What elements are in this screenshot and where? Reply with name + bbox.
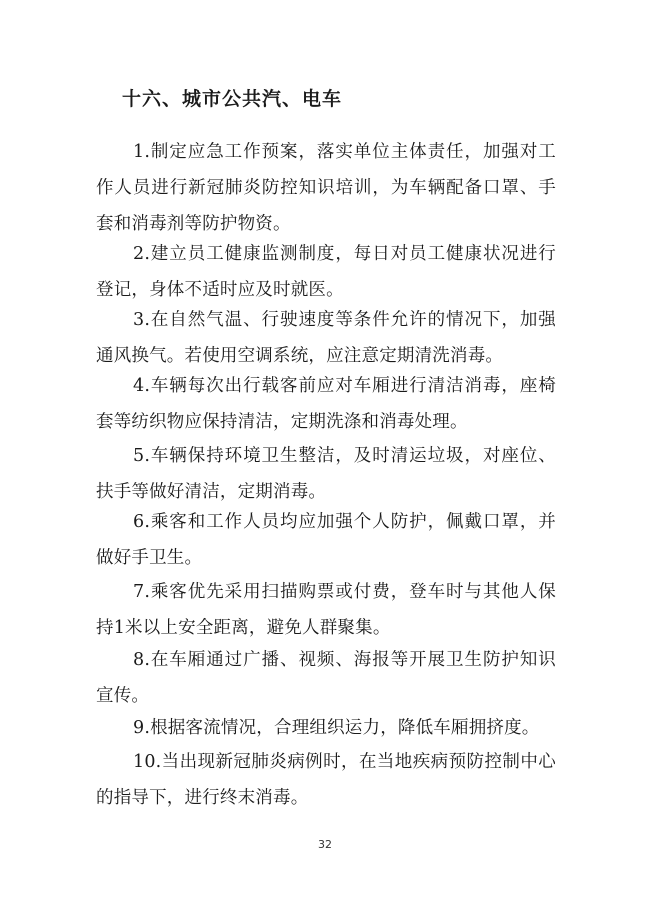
paragraph-9: 9.根据客流情况，合理组织运力，降低车厢拥挤度。 xyxy=(133,717,540,738)
paragraph-2: 2.建立员工健康监测制度，每日对员工健康状况进行登记，身体不适时应及时就医。 xyxy=(96,243,556,300)
paragraph-1: 1.制定应急工作预案，落实单位主体责任，加强对工作人员进行新冠肺炎防控知识培训，为车辆配备口罩、手套和消毒剂等防护物资。 xyxy=(96,141,556,234)
paragraph-4: 4.车辆每次出行载客前应对车厢进行清洁消毒，座椅套等纺织物应保持清洁，定期洗涤和消毒处理。 xyxy=(96,375,556,432)
section-heading: 十六、城市公共汽、电车 xyxy=(122,88,343,110)
paragraph-6: 6.乘客和工作人员均应加强个人防护，佩戴口罩，并做好手卫生。 xyxy=(96,511,556,568)
page-number: 32 xyxy=(318,838,332,851)
paragraph-7: 7.乘客优先采用扫描购票或付费，登车时与其他人保持1米以上安全距离，避免人群聚集。 xyxy=(96,581,556,638)
paragraph-3: 3.在自然气温、行驶速度等条件允许的情况下，加强通风换气。若使用空调系统，应注意定期清洗消毒。 xyxy=(96,309,556,366)
paragraph-5: 5.车辆保持环境卫生整洁，及时清运垃圾，对座位、扶手等做好清洁，定期消毒。 xyxy=(96,445,556,502)
paragraph-10: 10.当出现新冠肺炎病例时，在当地疾病预防控制中心的指导下，进行终末消毒。 xyxy=(96,751,556,808)
paragraph-8: 8.在车厢通过广播、视频、海报等开展卫生防护知识宣传。 xyxy=(96,649,556,706)
